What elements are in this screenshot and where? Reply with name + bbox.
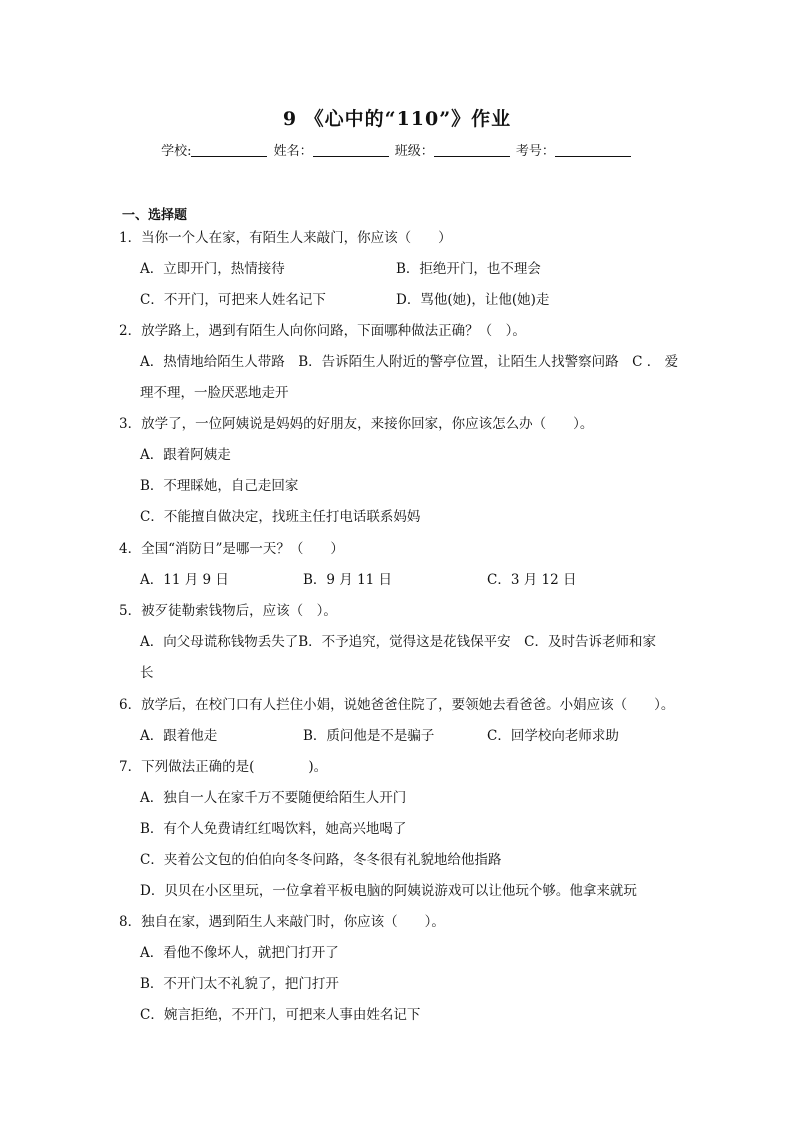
question-stem: 6．放学后，在校门口有人拦住小娟，说她爸爸住院了，要领她去看爸爸。小娟应该（ ）。 xyxy=(119,697,675,713)
option: B．拒绝开门，也不理会 xyxy=(396,261,541,277)
option: A．立即开门，热情接待 xyxy=(140,261,285,277)
section-heading: 一、选择题 xyxy=(122,208,188,223)
student-info-line xyxy=(0,140,794,159)
question-stem: 3．放学了，一位阿姨说是妈妈的好朋友，来接你回家，你应该怎么办（ ）。 xyxy=(119,416,594,432)
question-stem: 8．独自在家，遇到陌生人来敲门时，你应该（ ）。 xyxy=(119,914,445,930)
option: C．不能擅自做决定，找班主任打电话联系妈妈 xyxy=(140,509,421,525)
option: 长 xyxy=(140,665,154,681)
option: C．夹着公文包的伯伯向冬冬问路，冬冬很有礼貌地给他指路 xyxy=(140,852,502,868)
option: A．向父母谎称钱物丢失了B．不予追究，觉得这是花钱保平安 C．及时告诉老师和家 xyxy=(140,634,656,650)
document-title: 9 《心中的“110”》作业 xyxy=(282,108,512,130)
option: A．独自一人在家千万不要随便给陌生人开门 xyxy=(140,790,407,806)
school-label: 学校: xyxy=(161,144,192,159)
option: C．婉言拒绝，不开门，可把来人事由姓名记下 xyxy=(140,1007,421,1023)
option: A．热情地给陌生人带路 B．告诉陌生人附近的警亭位置，让陌生人找警察问路 C ． 爱 xyxy=(140,354,679,370)
option: A．跟着他走 xyxy=(140,728,218,744)
name-blank[interactable] xyxy=(313,144,389,157)
option: A．跟着阿姨走 xyxy=(140,447,231,463)
school-blank[interactable] xyxy=(191,144,267,157)
question-stem: 7．下列做法正确的是( )。 xyxy=(119,759,328,775)
number-blank[interactable] xyxy=(555,144,631,157)
option: D．贝贝在小区里玩，一位拿着平板电脑的阿姨说游戏可以让他玩个够。他拿来就玩 xyxy=(140,883,637,899)
question-stem: 5．被歹徒勒索钱物后，应该（ ）。 xyxy=(119,603,337,619)
option: C．3 月 12 日 xyxy=(487,572,577,588)
option: B．质问他是不是骗子 xyxy=(303,728,435,744)
name-label: 姓名： xyxy=(273,144,313,159)
question-stem: 1．当你一个人在家，有陌生人来敲门，你应该（ ） xyxy=(119,230,452,246)
class-blank[interactable] xyxy=(434,144,510,157)
option: C．不开门，可把来人姓名记下 xyxy=(140,292,326,308)
option: B．不开门太不礼貌了，把门打开 xyxy=(140,976,339,992)
question-stem: 2．放学路上，遇到有陌生人向你问路，下面哪种做法正确？（ ）。 xyxy=(119,323,526,339)
option: B．不理睬她，自己走回家 xyxy=(140,478,299,494)
option: B．有个人免费请红红喝饮料，她高兴地喝了 xyxy=(140,821,407,837)
option: D．骂他(她)，让他(她)走 xyxy=(396,292,550,308)
number-label: 考号： xyxy=(515,144,555,159)
option: C．回学校向老师求助 xyxy=(487,728,619,744)
question-stem: 4．全国“消防日”是哪一天？（ ） xyxy=(119,541,344,557)
option: 理不理，一脸厌恶地走开 xyxy=(140,385,289,401)
option: B．9 月 11 日 xyxy=(303,572,393,588)
option: A．11 月 9 日 xyxy=(140,572,229,588)
class-label: 班级： xyxy=(394,144,434,159)
option: A．看他不像坏人，就把门打开了 xyxy=(140,945,339,961)
